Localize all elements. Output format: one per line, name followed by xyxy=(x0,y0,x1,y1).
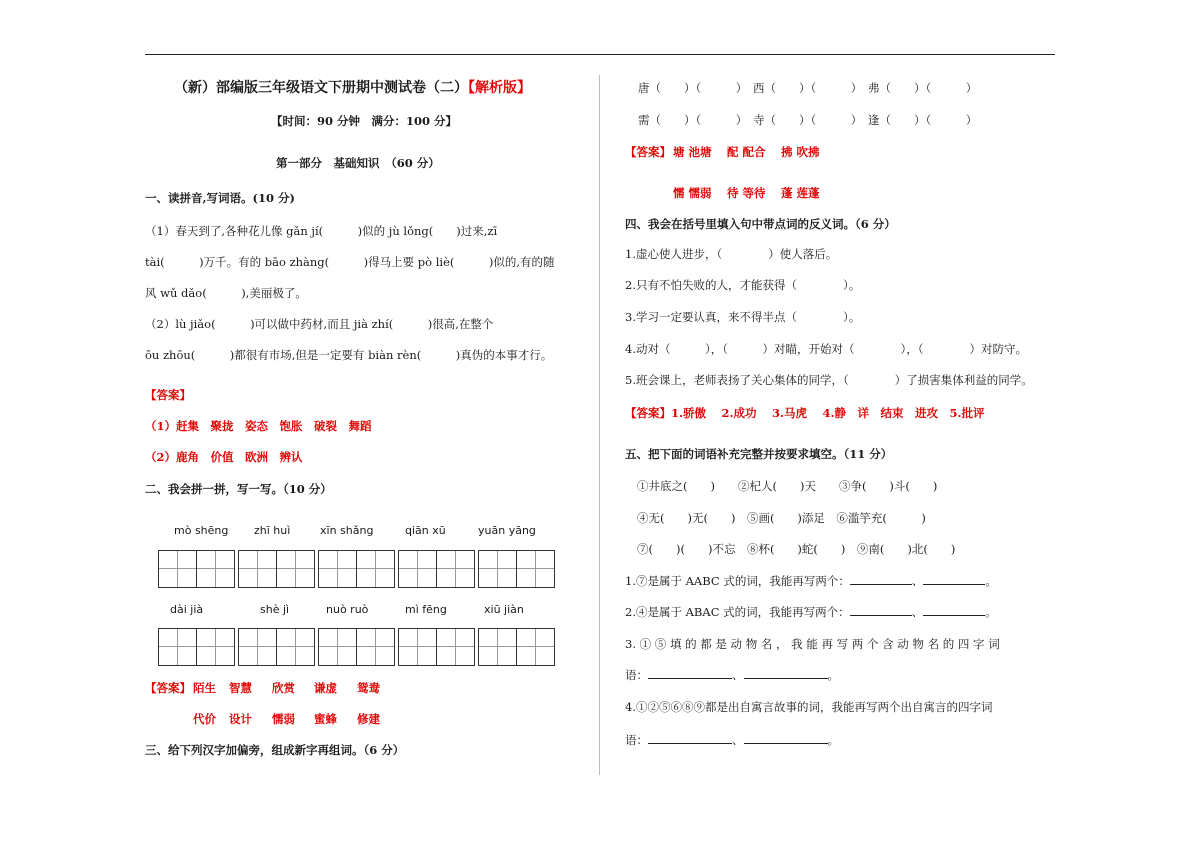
pinyin-label: zhī huì xyxy=(254,524,291,537)
s2-heading: 二、我会拼一拼，写一写。（10 分） xyxy=(145,482,332,496)
separator: 、 xyxy=(732,733,744,747)
writing-cell[interactable] xyxy=(398,550,437,588)
answer-blank[interactable] xyxy=(744,732,828,744)
column-divider xyxy=(599,75,600,775)
exam-subtitle: 【时间：90 分钟 满分：100 分】 xyxy=(271,114,458,128)
pinyin-label: nuò ruò xyxy=(326,603,369,616)
title-main: （新）部编版三年级语文下册期中测试卷（二） xyxy=(174,80,468,96)
answer-blank[interactable] xyxy=(923,573,985,585)
s5-question-4-blanks xyxy=(625,732,839,748)
s1-answer-1: （1）赶集 聚拢 姿态 饱胀 破裂 舞蹈 xyxy=(145,419,372,433)
s3-answer-1: 塘 池塘 配 配合 拂 吹拂 xyxy=(673,145,820,159)
s2-answer-label: 【答案】 xyxy=(145,681,191,695)
s1-heading: 一、读拼音,写词语。(10 分) xyxy=(145,191,295,205)
s3-row-2: 需（ ）（ ） 寺（ ）（ ） 逢（ ）（ ） xyxy=(638,113,978,127)
answer-blank[interactable] xyxy=(744,667,828,679)
s4-item-3: 3.学习一定要认真，来不得半点（ ）。 xyxy=(625,310,861,324)
s4-item-2: 2.只有不怕失败的人，才能获得（ ）。 xyxy=(625,278,861,292)
separator: 、 xyxy=(732,668,744,682)
answer-blank[interactable] xyxy=(923,604,985,616)
period: 。 xyxy=(827,668,839,682)
writing-cell[interactable] xyxy=(436,550,475,588)
s1-line-2: tài( )万千。有的 bāo zhàng( )得马上要 pò liè( )似的,有的随 xyxy=(145,255,555,269)
writing-cell[interactable] xyxy=(158,550,197,588)
writing-cell[interactable] xyxy=(238,628,277,666)
writing-cell[interactable] xyxy=(478,628,517,666)
s5-question-1 xyxy=(625,573,997,589)
s1-line-5: ōu zhōu( )都很有市场,但是一定要有 biàn rèn( )真伪的本事才行。 xyxy=(145,348,553,362)
s2-answer-word: 设计 xyxy=(229,712,252,726)
writing-cell[interactable] xyxy=(196,628,235,666)
title-tag: 【解析版】 xyxy=(468,80,531,96)
writing-cell[interactable] xyxy=(276,628,315,666)
pinyin-label: dài jià xyxy=(170,603,204,616)
s3-answer-2: 懦 懦弱 待 等待 蓬 莲蓬 xyxy=(673,186,820,200)
s5-q2-text: 2.④是属于 ABAC 式的词，我能再写两个： xyxy=(625,605,850,619)
writing-cell[interactable] xyxy=(436,628,475,666)
s5-words-3: ⑦( )( )不忘 ⑧杯( )蛇( ) ⑨南( )北( ) xyxy=(637,542,956,556)
writing-cell[interactable] xyxy=(318,550,357,588)
s2-answer-word: 智慧 xyxy=(229,681,252,695)
writing-cell[interactable] xyxy=(398,628,437,666)
writing-cell[interactable] xyxy=(276,550,315,588)
s2-answer-word: 懦弱 xyxy=(272,712,295,726)
s4-item-5: 5.班会课上，老师表扬了关心集体的同学，（ ）了损害集体利益的同学。 xyxy=(625,373,1033,387)
writing-grid-row-2 xyxy=(158,628,554,666)
s4-answer-text: 1.骄傲 2.成功 3.马虎 4.静 详 结束 进攻 5.批评 xyxy=(671,406,985,420)
s2-answer-word: 欣赏 xyxy=(272,681,295,695)
answer-blank[interactable] xyxy=(648,667,732,679)
writing-cell[interactable] xyxy=(516,550,555,588)
writing-cell[interactable] xyxy=(158,628,197,666)
s1-answer-label: 【答案】 xyxy=(145,388,191,402)
separator: 、 xyxy=(911,605,924,619)
writing-cell[interactable] xyxy=(196,550,235,588)
part-heading: 第一部分 基础知识 （60 分） xyxy=(276,156,440,170)
s1-line-3: 风 wǔ dǎo( ),美丽极了。 xyxy=(145,286,307,300)
s5-q3-lead: 语： xyxy=(625,668,648,682)
period: 。 xyxy=(985,605,997,619)
pinyin-label: shè jì xyxy=(260,603,290,616)
pinyin-label: xīn shǎng xyxy=(320,524,374,537)
pinyin-label: qiān xū xyxy=(405,524,446,537)
answer-blank[interactable] xyxy=(850,604,912,616)
s2-answer-word: 蜜蜂 xyxy=(314,712,337,726)
s1-answer-2: （2）鹿角 价值 欧洲 辨认 xyxy=(145,450,303,464)
s5-words-2: ④无( )无( ) ⑤画( )添足 ⑥滥竽充( ) xyxy=(637,511,926,525)
answer-blank[interactable] xyxy=(850,573,912,585)
period: 。 xyxy=(827,733,839,747)
writing-grid-row-1 xyxy=(158,550,554,588)
s4-item-1: 1.虚心使人进步，（ ）使人落后。 xyxy=(625,247,838,261)
header-rule xyxy=(145,54,1055,55)
s5-q4-lead: 语： xyxy=(625,733,648,747)
s5-question-3: 3. ① ⑤ 填 的 都 是 动 物 名 ， 我 能 再 写 两 个 含 动 物 名 的 四 字 词 xyxy=(625,637,1000,651)
pinyin-label: xiū jiàn xyxy=(484,603,524,616)
writing-cell[interactable] xyxy=(238,550,277,588)
s1-line-4: （2）lù jiǎo( )可以做中药材,而且 jià zhí( )很高,在整个 xyxy=(145,317,494,331)
pinyin-label: yuān yāng xyxy=(478,524,536,537)
pinyin-label: mò shēng xyxy=(174,524,229,537)
s2-answer-word: 修建 xyxy=(357,712,380,726)
s1-line-1: （1）春天到了,各种花儿像 gǎn jí( )似的 jù lǒng( )过来,zī xyxy=(145,224,498,238)
s5-words-1: ①井底之( ) ②杞人( )天 ③争( )斗( ) xyxy=(637,479,938,493)
s4-answer xyxy=(625,405,985,421)
page-title xyxy=(174,80,531,96)
writing-cell[interactable] xyxy=(318,628,357,666)
writing-cell[interactable] xyxy=(356,550,395,588)
s2-answer-word: 鸳鸯 xyxy=(357,681,380,695)
s5-question-2 xyxy=(625,604,997,620)
s4-heading: 四、我会在括号里填入句中带点词的反义词。（6 分） xyxy=(625,217,896,231)
writing-cell[interactable] xyxy=(516,628,555,666)
s2-answer-word: 代价 xyxy=(193,712,216,726)
period: 。 xyxy=(985,574,997,588)
writing-cell[interactable] xyxy=(478,550,517,588)
s4-answer-label: 【答案】 xyxy=(625,406,671,420)
s5-q1-text: 1.⑦是属于 AABC 式的词，我能再写两个： xyxy=(625,574,850,588)
s3-answer-label: 【答案】 xyxy=(625,145,671,159)
pinyin-label: mì fēng xyxy=(405,603,447,616)
s2-answer-word: 谦虚 xyxy=(314,681,337,695)
s5-heading: 五、把下面的词语补充完整并按要求填空。（11 分） xyxy=(625,447,893,461)
s2-answer-word: 陌生 xyxy=(193,681,216,695)
s5-question-4: 4.①②⑤⑥⑧⑨都是出自寓言故事的词，我能再写两个出自寓言的四字词 xyxy=(625,700,993,714)
writing-cell[interactable] xyxy=(356,628,395,666)
answer-blank[interactable] xyxy=(648,732,732,744)
s4-item-4: 4.动对（ ），（ ）对瞄，开始对（ ），（ ）对防守。 xyxy=(625,342,1027,356)
s3-row-1: 唐（ ）（ ） 西（ ）（ ） 弗（ ）（ ） xyxy=(638,81,978,95)
separator: 、 xyxy=(911,574,924,588)
s5-question-3-blanks xyxy=(625,667,839,683)
s3-heading: 三、给下列汉字加偏旁，组成新字再组词。（6 分） xyxy=(145,743,405,757)
